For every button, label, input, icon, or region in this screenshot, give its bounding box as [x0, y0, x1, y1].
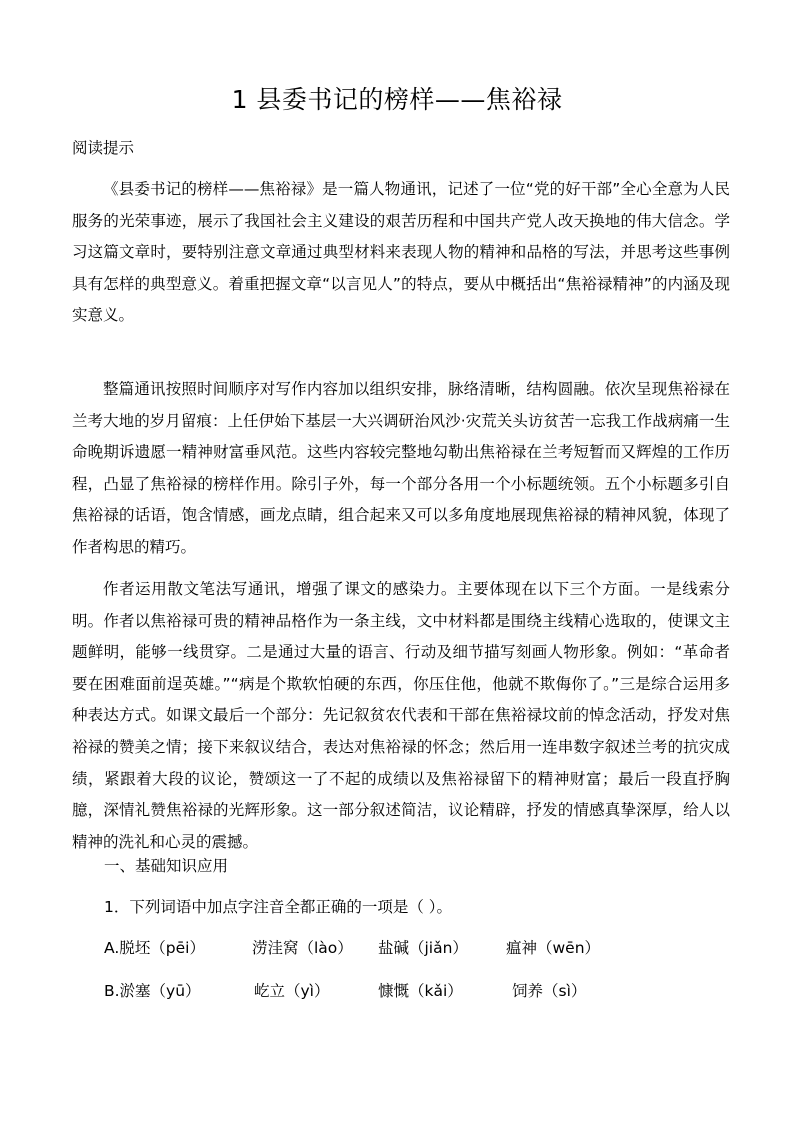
- option-row-b: [104, 979, 744, 1003]
- option-b-word-4: 饲养（sì）: [512, 982, 587, 1000]
- paragraph-structure: 整篇通讯按照时间顺序对写作内容加以组织安排，脉络清晰，结构圆融。依次呈现焦裕禄在兰考大地的岁月留痕：上任伊始下基层一大兴调研治风沙·灾荒关头访贫苦一忘我工作战病痛一生命晚期诉遗愿一精神财富垂风范。这些内容较完整地勾勒出焦裕禄在兰考短暂而又辉煌的工作历程，凸显了焦裕禄的榜样作用。除引子外，每一个部分各用一个小标题统领。五个小标题多引自焦裕禄的话语，饱含情感，画龙点睛，组合起来又可以多角度地展现焦裕禄的精神风貌，体现了作者构思的精巧。: [72, 380, 730, 556]
- reading-tips-heading: 阅读提示: [72, 139, 135, 157]
- option-row-a: [104, 936, 744, 960]
- option-a-word-3: 盐碱（jiǎn）: [378, 939, 468, 957]
- option-a-word-1: A.脱坯（pēi）: [104, 939, 205, 957]
- section-basic-knowledge: 一、基础知识应用: [104, 857, 229, 875]
- question-1: 1．下列词语中加点字注音全都正确的一项是（ ）。: [104, 898, 453, 916]
- option-a-word-4: 瘟神（wēn）: [506, 939, 601, 957]
- paragraph-style: 作者运用散文笔法写通讯，增强了课文的感染力。主要体现在以下三个方面。一是线索分明。作者以焦裕禄可贵的精神品格作为一条主线，文中材料都是围绕主线精心选取的，使课文主题鲜明，能够一线贯穿。二是通过大量的语言、行动及细节描写刻画人物形象。例如：“革命者要在困难面前逞英雄。”“病是个欺软怕硬的东西，你压住他，他就不欺侮你了。”三是综合运用多种表达方式。如课文最后一个部分：先记叙贫农代表和干部在焦裕禄坟前的悼念活动，抒发对焦裕禄的赞美之情；接下来叙议结合，表达对焦裕禄的怀念；然后用一连串数字叙述兰考的抗灾成绩，紧跟着大段的议论，赞颂这一了不起的成绩以及焦裕禄留下的精神财富；最后一段直抒胸臆，深情礼赞焦裕禄的光辉形象。这一部分叙述简洁，议论精辟，抒发的情感真挚深厚，给人以精神的洗礼和心灵的震撼。: [72, 580, 730, 851]
- option-b-word-2: 屹立（yì）: [254, 982, 330, 1000]
- option-a-word-2: 涝洼窝（lào）: [252, 939, 353, 957]
- paragraph-intro: 《县委书记的榜样——焦裕禄》是一篇人物通讯，记述了一位“党的好干部”全心全意为人民服务的光荣事迹，展示了我国社会主义建设的艰苦历程和中国共产党人改天换地的伟大信念。学习这篇文章时，要特别注意文章通过典型材料来表现人物的精神和品格的写法，并思考这些事例具有怎样的典型意义。着重把握文章“以言见人”的特点，要从中概括出“焦裕禄精神”的内涵及现实意义。: [72, 180, 730, 325]
- page-title: 1 县委书记的榜样——焦裕禄: [231, 85, 563, 114]
- option-b-word-3: 慷慨（kǎi）: [378, 982, 463, 1000]
- option-b-word-1: B.淤塞（yū）: [104, 982, 201, 1000]
